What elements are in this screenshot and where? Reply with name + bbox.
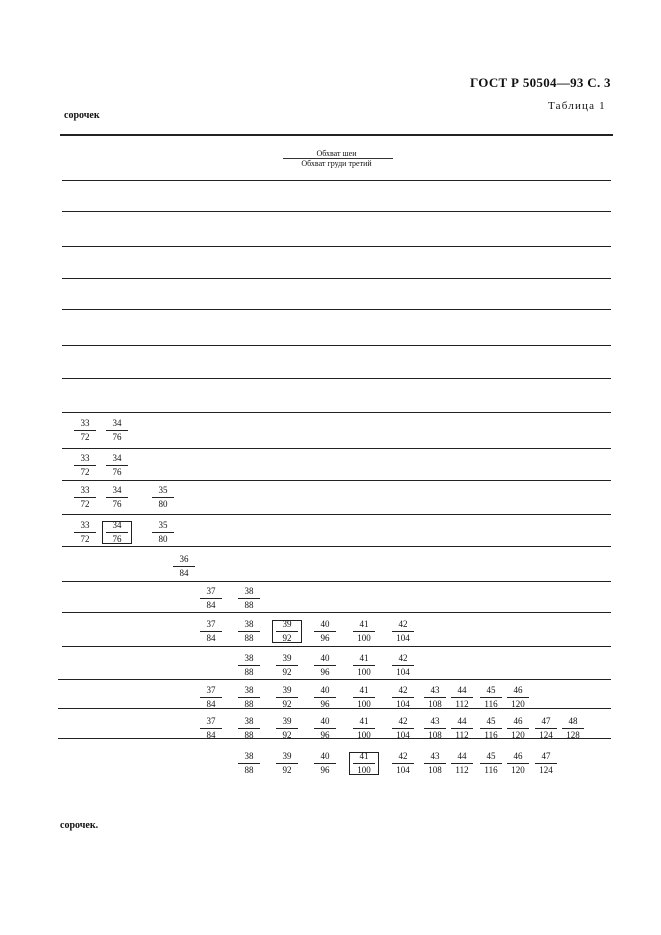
fraction-bar: [480, 728, 502, 729]
fraction-bar: [200, 697, 222, 698]
fraction-bar: [353, 728, 375, 729]
fraction-bar: [152, 497, 174, 498]
chest-girth-value: 92: [282, 633, 292, 643]
fraction-bar: [392, 763, 414, 764]
size-fraction: [101, 418, 133, 443]
fraction-bar: [106, 497, 128, 498]
neck-girth-value: 33: [80, 520, 90, 530]
neck-girth-value: 38: [244, 751, 254, 761]
neck-girth-value: 41: [359, 619, 369, 629]
chest-girth-value: 84: [179, 568, 189, 578]
size-fraction: [168, 554, 200, 579]
fraction-bar: [424, 728, 446, 729]
chest-girth-value: 88: [244, 765, 254, 775]
neck-girth-value: 41: [359, 716, 369, 726]
chest-girth-value: 112: [455, 765, 469, 775]
size-fraction: [233, 751, 265, 776]
fraction-bar: [276, 728, 298, 729]
fraction-bar: [106, 532, 128, 533]
fraction-bar: [353, 665, 375, 666]
neck-girth-value: 46: [513, 751, 523, 761]
fraction-bar: [314, 697, 336, 698]
chest-girth-value: 96: [320, 765, 330, 775]
chest-girth-value: 104: [396, 765, 410, 775]
neck-girth-value: 42: [398, 619, 408, 629]
table-rule: [62, 180, 611, 181]
neck-girth-value: 34: [112, 520, 122, 530]
table-rule: [62, 581, 611, 582]
neck-girth-value: 33: [80, 453, 90, 463]
size-fraction: [446, 716, 478, 741]
chest-girth-value: 104: [396, 667, 410, 677]
neck-girth-value: 35: [158, 520, 168, 530]
chest-girth-value: 100: [357, 699, 371, 709]
fraction-bar: [392, 665, 414, 666]
neck-girth-value: 42: [398, 751, 408, 761]
chest-girth-value: 80: [158, 534, 168, 544]
size-fraction: [387, 619, 419, 644]
size-fraction: [348, 751, 380, 776]
fraction-bar: [106, 465, 128, 466]
neck-girth-value: 37: [206, 685, 216, 695]
size-fraction: [195, 619, 227, 644]
chest-girth-value: 84: [206, 730, 216, 740]
neck-girth-value: 45: [486, 751, 496, 761]
size-fraction: [309, 751, 341, 776]
table-rule: [62, 246, 611, 247]
size-fraction: [101, 453, 133, 478]
table-top-rule: [60, 134, 613, 136]
neck-girth-value: 38: [244, 685, 254, 695]
fraction-bar: [74, 497, 96, 498]
chest-girth-value: 72: [80, 467, 90, 477]
fraction-bar: [424, 697, 446, 698]
fraction-bar: [74, 465, 96, 466]
fraction-bar: [200, 728, 222, 729]
size-fraction: [69, 485, 101, 510]
neck-girth-value: 44: [457, 716, 467, 726]
fraction-bar: [353, 631, 375, 632]
fraction-bar: [314, 763, 336, 764]
chest-girth-value: 100: [357, 667, 371, 677]
size-fraction: [309, 685, 341, 710]
neck-girth-value: 37: [206, 586, 216, 596]
chest-girth-value: 124: [539, 765, 553, 775]
table-rule: [62, 646, 611, 647]
fraction-bar: [392, 697, 414, 698]
chest-girth-value: 92: [282, 765, 292, 775]
neck-girth-value: 34: [112, 485, 122, 495]
fraction-bar: [276, 697, 298, 698]
size-fraction: [101, 485, 133, 510]
size-fraction: [309, 653, 341, 678]
fraction-bar: [200, 631, 222, 632]
size-fraction: [446, 685, 478, 710]
fraction-bar: [392, 728, 414, 729]
neck-girth-value: 39: [282, 619, 292, 629]
table-label: Таблица 1: [548, 100, 606, 112]
neck-girth-value: 37: [206, 619, 216, 629]
fraction-bar: [451, 728, 473, 729]
chest-girth-value: 96: [320, 633, 330, 643]
size-fraction: [101, 520, 133, 545]
fraction-bar: [507, 728, 529, 729]
neck-girth-value: 38: [244, 653, 254, 663]
chest-girth-value: 100: [357, 765, 371, 775]
chest-girth-value: 120: [511, 699, 525, 709]
chest-girth-value: 100: [357, 730, 371, 740]
table-rule: [62, 514, 611, 515]
fraction-bar: [535, 763, 557, 764]
chest-girth-value: 124: [539, 730, 553, 740]
size-fraction: [387, 653, 419, 678]
table-rule: [62, 378, 611, 379]
fraction-bar: [74, 430, 96, 431]
chest-girth-value: 104: [396, 699, 410, 709]
neck-girth-value: 39: [282, 751, 292, 761]
size-fraction: [348, 685, 380, 710]
neck-girth-value: 34: [112, 418, 122, 428]
table-head-line2: Обхват груди третий: [301, 159, 372, 168]
fraction-bar: [480, 697, 502, 698]
fraction-bar: [173, 566, 195, 567]
chest-girth-value: 76: [112, 467, 122, 477]
chest-girth-value: 96: [320, 730, 330, 740]
fraction-bar: [451, 697, 473, 698]
neck-girth-value: 34: [112, 453, 122, 463]
table-rule: [62, 612, 611, 613]
size-fraction: [233, 685, 265, 710]
neck-girth-value: 46: [513, 716, 523, 726]
neck-girth-value: 41: [359, 685, 369, 695]
chest-girth-value: 88: [244, 699, 254, 709]
chest-girth-value: 76: [112, 534, 122, 544]
size-fraction: [69, 453, 101, 478]
fraction-bar: [480, 763, 502, 764]
fraction-bar: [276, 631, 298, 632]
size-fraction: [387, 685, 419, 710]
neck-girth-value: 35: [158, 485, 168, 495]
fraction-bar: [276, 763, 298, 764]
chest-girth-value: 84: [206, 600, 216, 610]
size-fraction: [69, 418, 101, 443]
fraction-bar: [507, 763, 529, 764]
neck-girth-value: 46: [513, 685, 523, 695]
neck-girth-value: 42: [398, 716, 408, 726]
fraction-bar: [276, 665, 298, 666]
chest-girth-value: 84: [206, 633, 216, 643]
size-fraction: [387, 716, 419, 741]
neck-girth-value: 43: [430, 685, 440, 695]
table-rule: [58, 679, 611, 680]
neck-girth-value: 48: [568, 716, 578, 726]
chest-girth-value: 88: [244, 667, 254, 677]
size-fraction: [195, 716, 227, 741]
size-fraction: [557, 716, 589, 741]
chest-girth-value: 96: [320, 699, 330, 709]
fraction-bar: [238, 728, 260, 729]
fraction-bar: [314, 665, 336, 666]
chest-girth-value: 92: [282, 667, 292, 677]
chest-girth-value: 88: [244, 600, 254, 610]
neck-girth-value: 40: [320, 751, 330, 761]
chest-girth-value: 92: [282, 730, 292, 740]
size-fraction: [309, 716, 341, 741]
size-fraction: [309, 619, 341, 644]
chest-girth-value: 120: [511, 730, 525, 740]
table-rule: [62, 278, 611, 279]
size-fraction: [233, 653, 265, 678]
size-fraction: [502, 685, 534, 710]
chest-girth-value: 116: [484, 699, 498, 709]
neck-girth-value: 38: [244, 716, 254, 726]
fraction-bar: [314, 728, 336, 729]
fraction-bar: [106, 430, 128, 431]
neck-girth-value: 44: [457, 685, 467, 695]
fraction-bar: [451, 763, 473, 764]
size-fraction: [147, 485, 179, 510]
fraction-bar: [535, 728, 557, 729]
chest-girth-value: 104: [396, 730, 410, 740]
size-fraction: [233, 716, 265, 741]
neck-girth-value: 41: [359, 653, 369, 663]
neck-girth-value: 38: [244, 586, 254, 596]
size-fraction: [271, 619, 303, 644]
chest-girth-value: 116: [484, 730, 498, 740]
table-rule: [62, 546, 611, 547]
neck-girth-value: 33: [80, 485, 90, 495]
fraction-bar: [353, 697, 375, 698]
chest-girth-value: 96: [320, 667, 330, 677]
neck-girth-value: 40: [320, 685, 330, 695]
size-fraction: [271, 653, 303, 678]
chest-girth-value: 80: [158, 499, 168, 509]
page-header-code: ГОСТ Р 50504—93 С. 3: [470, 75, 611, 90]
neck-girth-value: 45: [486, 716, 496, 726]
table-rule: [62, 345, 611, 346]
neck-girth-value: 42: [398, 653, 408, 663]
chest-girth-value: 108: [428, 730, 442, 740]
table-rule: [62, 309, 611, 310]
size-fraction: [271, 716, 303, 741]
neck-girth-value: 39: [282, 653, 292, 663]
size-fraction: [446, 751, 478, 776]
chest-girth-value: 84: [206, 699, 216, 709]
neck-girth-value: 40: [320, 653, 330, 663]
size-fraction: [233, 586, 265, 611]
neck-girth-value: 42: [398, 685, 408, 695]
size-fraction: [271, 685, 303, 710]
neck-girth-value: 40: [320, 716, 330, 726]
chest-girth-value: 100: [357, 633, 371, 643]
size-fraction: [69, 520, 101, 545]
neck-girth-value: 44: [457, 751, 467, 761]
chest-girth-value: 72: [80, 499, 90, 509]
neck-girth-value: 38: [244, 619, 254, 629]
neck-girth-value: 43: [430, 751, 440, 761]
chest-girth-value: 116: [484, 765, 498, 775]
size-fraction: [195, 685, 227, 710]
size-fraction: [348, 619, 380, 644]
neck-girth-value: 47: [541, 716, 551, 726]
chest-girth-value: 128: [566, 730, 580, 740]
size-fraction: [147, 520, 179, 545]
chest-girth-value: 88: [244, 633, 254, 643]
fraction-bar: [238, 631, 260, 632]
chest-girth-value: 76: [112, 499, 122, 509]
chest-girth-value: 104: [396, 633, 410, 643]
fraction-bar: [314, 631, 336, 632]
size-fraction: [233, 619, 265, 644]
table-rule: [62, 412, 611, 413]
chest-girth-value: 112: [455, 699, 469, 709]
neck-girth-value: 47: [541, 751, 551, 761]
chest-girth-value: 72: [80, 432, 90, 442]
table-rule: [62, 211, 611, 212]
fraction-bar: [392, 631, 414, 632]
fraction-bar: [152, 532, 174, 533]
size-fraction: [195, 586, 227, 611]
neck-girth-value: 37: [206, 716, 216, 726]
size-fraction: [530, 751, 562, 776]
table-rule: [62, 480, 611, 481]
chest-girth-value: 88: [244, 730, 254, 740]
table-head-line1: Обхват шеи: [316, 149, 357, 158]
neck-girth-value: 33: [80, 418, 90, 428]
chest-girth-value: 108: [428, 699, 442, 709]
fraction-bar: [74, 532, 96, 533]
fraction-bar: [507, 697, 529, 698]
fraction-bar: [562, 728, 584, 729]
chest-girth-value: 120: [511, 765, 525, 775]
chest-girth-value: 72: [80, 534, 90, 544]
size-fraction: [271, 751, 303, 776]
fraction-bar: [238, 665, 260, 666]
bottom-note: сорочек.: [60, 820, 99, 831]
chest-girth-value: 76: [112, 432, 122, 442]
chest-girth-value: 112: [455, 730, 469, 740]
size-fraction: [348, 653, 380, 678]
size-fraction: [387, 751, 419, 776]
table-rule: [62, 448, 611, 449]
chest-girth-value: 108: [428, 765, 442, 775]
neck-girth-value: 36: [179, 554, 189, 564]
neck-girth-value: 41: [359, 751, 369, 761]
fraction-bar: [238, 598, 260, 599]
neck-girth-value: 45: [486, 685, 496, 695]
neck-girth-value: 39: [282, 716, 292, 726]
fraction-bar: [200, 598, 222, 599]
fraction-bar: [238, 763, 260, 764]
chest-girth-value: 92: [282, 699, 292, 709]
size-fraction: [348, 716, 380, 741]
top-note: сорочек: [64, 110, 100, 121]
fraction-bar: [424, 763, 446, 764]
fraction-bar: [238, 697, 260, 698]
neck-girth-value: 39: [282, 685, 292, 695]
neck-girth-value: 40: [320, 619, 330, 629]
fraction-bar: [353, 763, 375, 764]
neck-girth-value: 43: [430, 716, 440, 726]
